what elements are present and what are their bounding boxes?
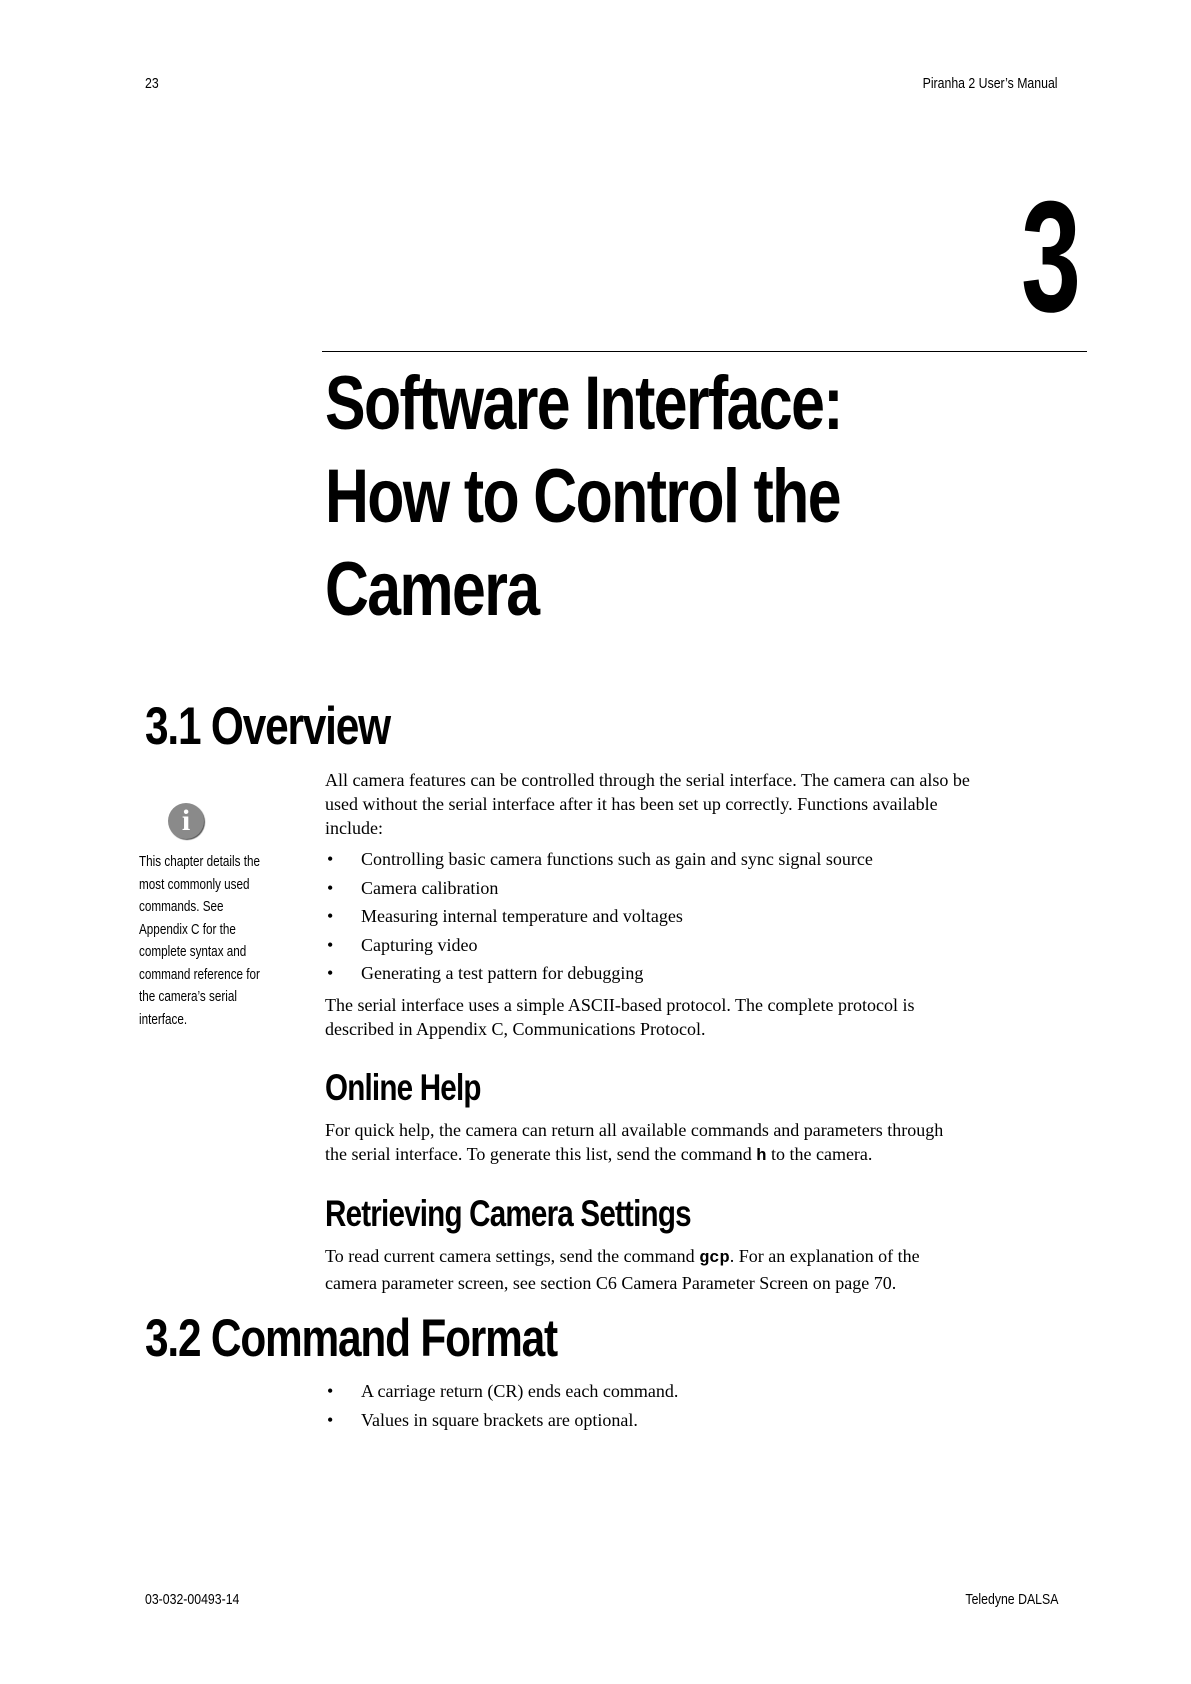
sidebar-note-line: interface. [139,1010,188,1028]
list-item: • Capturing video [327,934,478,955]
text-line: used without the serial interface after it has been set up correctly. Functions available [325,794,938,814]
list-item: • A carriage return (CR) ends each command. [327,1381,679,1401]
section-heading-overview: 3.1 Overview [145,697,390,756]
doc-number: 03-032-00493-14 [145,1591,240,1608]
command-code: gcp [699,1249,730,1268]
sidebar-note-line: complete syntax and [139,943,247,960]
list-item: • Camera calibration [327,877,499,898]
subheading-retrieving-settings: Retrieving Camera Settings [325,1193,691,1234]
sidebar-note-line: command reference for [139,965,260,983]
list-item: • Measuring internal temperature and voltages [327,906,683,926]
sidebar-note-line: Appendix C for the [139,920,236,938]
sidebar-note-line: most commonly used [139,875,250,893]
info-icon: i [168,803,204,839]
sidebar-note-line: This chapter details the [139,853,260,870]
text-line: The serial interface uses a simple ASCII-based protocol. The complete protocol is [325,995,915,1015]
text-line: camera parameter screen, see section C6 Camera Parameter Screen on page 70. [325,1273,897,1293]
sidebar-note-line: the camera’s serial [139,988,237,1005]
subheading-online-help: Online Help [325,1067,481,1108]
overview-protocol [325,993,1105,1041]
chapter-title [325,357,842,636]
command-format-list [325,1379,1105,1436]
text-line: include: [325,818,383,838]
section-heading-command-format: 3.2 Command Format [145,1309,557,1368]
overview-intro [325,768,1105,840]
text-line: the serial interface. To generate this list, send the command h to the camera. [325,1144,873,1166]
chapter-rule [322,351,1087,352]
chapter-number: 3 [1021,169,1081,345]
command-code: h [756,1147,767,1166]
text-line: described in Appendix C, Communications Protocol. [325,1019,706,1039]
page-number: 23 [145,75,159,92]
list-item: • Controlling basic camera functions such as gain and sync signal source [327,849,873,869]
list-item: • Generating a test pattern for debugging [327,963,644,983]
chapter-title-line: How to Control the [325,454,840,539]
online-help-text [325,1118,1105,1169]
text-line: For quick help, the camera can return all available commands and parameters through [325,1120,944,1140]
list-item: • Values in square brackets are optional. [327,1409,638,1430]
chapter-title-line: Camera [325,547,539,632]
text-line: To read current camera settings, send the command gcp. For an explanation of the [325,1246,920,1268]
company-name: Teledyne DALSA [965,1591,1058,1608]
sidebar-note [139,851,299,1031]
retrieving-text [325,1244,1105,1295]
sidebar-note-line: commands. See [139,898,224,915]
text-line: All camera features can be controlled through the serial interface. The camera can also be [325,770,970,790]
chapter-title-line: Software Interface: [325,361,842,446]
overview-function-list [325,847,1105,990]
manual-title: Piranha 2 User’s Manual [923,75,1058,92]
